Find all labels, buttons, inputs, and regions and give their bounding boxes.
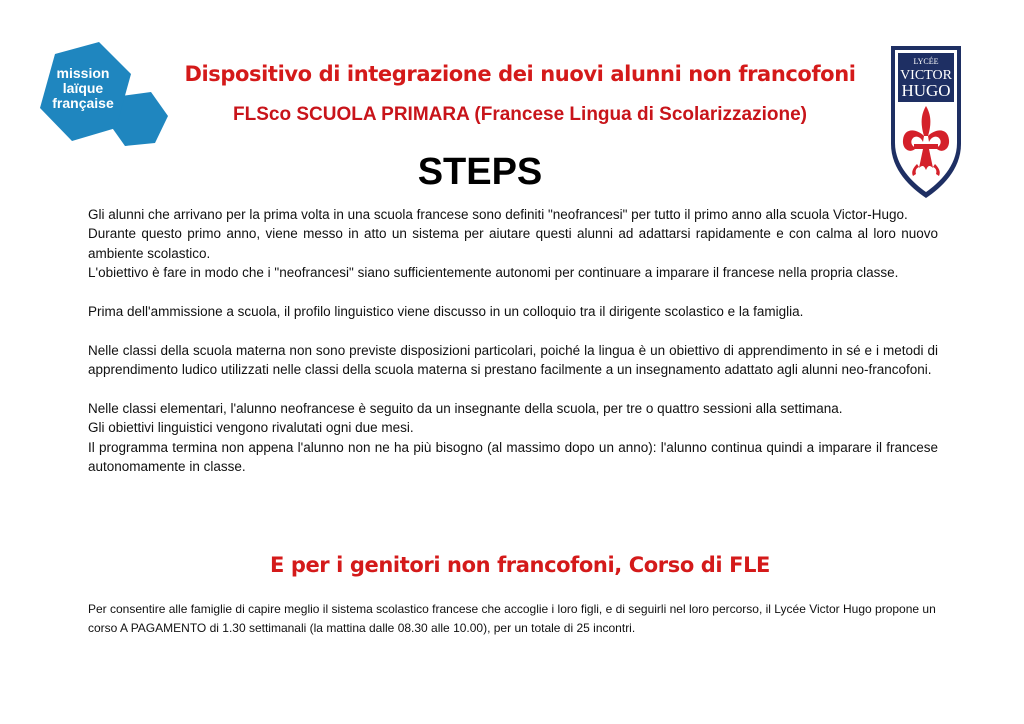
crest-lycee-text: LYCÉE [913, 57, 939, 66]
paragraph-program-end: Il programma termina non appena l'alunno non ne ha più bisogno (al massimo dopo un anno): l'alunno continua quindi a imparare il francese autonomamente in classe. [88, 439, 938, 475]
mission-laique-francaise-logo [34, 40, 170, 148]
logo-francaise-text: française [52, 95, 114, 111]
section-title-fle: E per i genitori non francofoni, Corso di FLE [269, 553, 771, 577]
page-title: Dispositivo di integrazione dei nuovi alunni non francofoni [184, 62, 856, 86]
logo-mission-text: mission [56, 65, 110, 81]
section-text-fle: Per consentire alle famiglie di capire meglio il sistema scolastico francese che accoglie i loro figli, e di seguirli nel loro percorso, il Lycée Victor Hugo propone un corso A PAGAMENTO di 1.30 settimanali (la mattina dalle 08.30 alle 10.00), per un totale di 25 incontri. [88, 602, 936, 635]
page-subtitle: FLSco SCUOLA PRIMARA (Francese Lingua di Scolarizzazione) [233, 104, 807, 125]
main-body [88, 205, 938, 477]
logo-laique-text: laïque [62, 80, 104, 96]
paragraph-admission: Prima dell'ammissione a scuola, il profilo linguistico viene discusso in un colloquio tra il dirigente scolastico e la famiglia. [88, 304, 804, 320]
paragraph-objectives-review: Gli obiettivi linguistici vengono rivalutati ogni due mesi. [88, 420, 414, 436]
steps-heading: STEPS [417, 151, 543, 193]
paragraph-objective: L'obiettivo è fare in modo che i "neofrancesi" siano sufficientemente autonomi per continuare a imparare il francese nella propria classe. [88, 265, 899, 281]
paragraph-neofrancesi: Gli alunni che arrivano per la prima volta in una scuola francese sono definiti "neofrancesi" per tutto il primo anno alla scuola Victor-Hugo. [88, 207, 908, 222]
paragraph-materna: Nelle classi della scuola materna non sono previste disposizioni particolari, poiché la lingua è un obiettivo di apprendimento in sé e i metodi di apprendimento ludico utilizzati nelle classi della scuola materna si prestano facilmente a un insegnamento adattato agli alunni neo-francofoni. [88, 342, 938, 378]
paragraph-elementari: Nelle classi elementari, l'alunno neofrancese è seguito da un insegnante della scuola, per tre o quattro sessioni alla settimana. [88, 401, 843, 417]
crest-victor-text: VICTOR [900, 68, 952, 83]
paragraph-first-year: Durante questo primo anno, viene messo in atto un sistema per aiutare questi alunni ad adattarsi rapidamente e con calma al loro nuovo ambiente scolastico. [88, 226, 938, 261]
crest-hugo-text: HUGO [901, 81, 951, 100]
